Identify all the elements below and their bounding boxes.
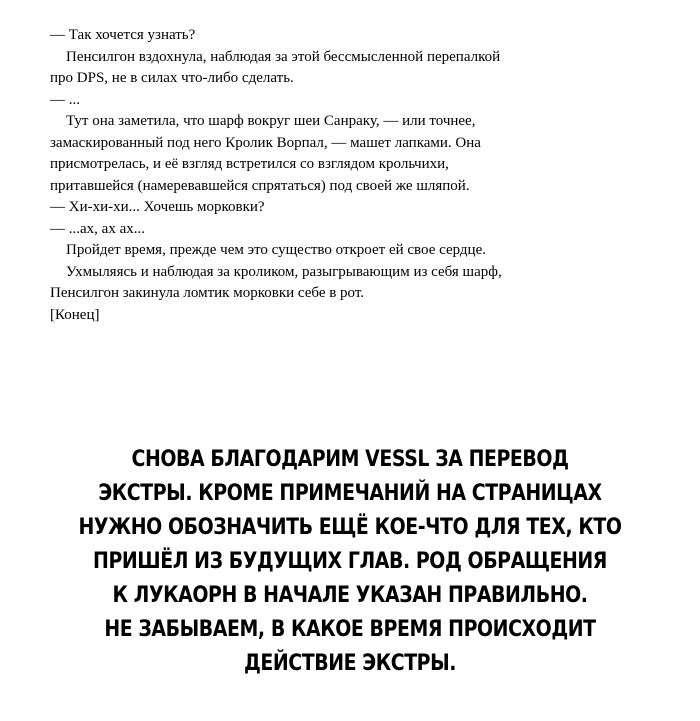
notice-line: ДЕЙСТВИЕ ЭКСТРЫ.: [243, 651, 457, 676]
story-line: Ухмыляясь и наблюдая за кроликом, разыгрывающим из себя шарф,: [66, 263, 502, 280]
story-line: Пенсилгон закинула ломтик морковки себе в рот.: [50, 285, 365, 301]
notice-line: СНОВА БЛАГОДАРИМ VESSL ЗА ПЕРЕВОД: [131, 447, 569, 472]
story-line: — ...: [50, 91, 80, 108]
notice-line: К ЛУКАОРН В НАЧАЛЕ УКАЗАН ПРАВИЛЬНО.: [112, 583, 588, 608]
translator-notice: [49, 443, 651, 681]
story-text: [50, 25, 650, 326]
story-line: Пенсилгон вздохнула, наблюдая за этой бессмысленной перепалкой: [66, 48, 501, 65]
notice-line: НЕ ЗАБЫВАЕМ, В КАКОЕ ВРЕМЯ ПРОИСХОДИТ: [104, 617, 596, 642]
notice-line: ЭКСТРЫ. КРОМЕ ПРИМЕЧАНИЙ НА СТРАНИЦАХ: [98, 481, 602, 506]
story-line: — Хи-хи-хи... Хочешь морковки?: [50, 199, 265, 215]
story-line: — ...ах, ах ах...: [50, 220, 145, 237]
notice-line: ПРИШЁЛ ИЗ БУДУЩИХ ГЛАВ. РОД ОБРАЩЕНИЯ: [93, 549, 607, 574]
story-line: замаскированный под него Кролик Ворпал, — машет лапками. Она: [50, 134, 481, 151]
story-line: присмотрелась, и её взгляд встретился со взглядом крольчихи,: [50, 156, 449, 172]
story-line: Тут она заметила, что шарф вокруг шеи Санраку, — или точнее,: [66, 113, 476, 129]
story-line: про DPS, не в силах что-либо сделать.: [50, 70, 294, 86]
story-end-marker: [Конец]: [50, 306, 100, 323]
notice-line: НУЖНО ОБОЗНАЧИТЬ ЕЩЁ КОЕ-ЧТО ДЛЯ ТЕХ, КТО: [78, 515, 622, 540]
story-line: — Так хочется узнать?: [50, 27, 196, 43]
story-line: притавшейся (намеревавшейся спрятаться) под своей же шляпой.: [50, 177, 470, 194]
story-line: Пройдет время, прежде чем это существо откроет ей свое сердце.: [66, 242, 486, 258]
